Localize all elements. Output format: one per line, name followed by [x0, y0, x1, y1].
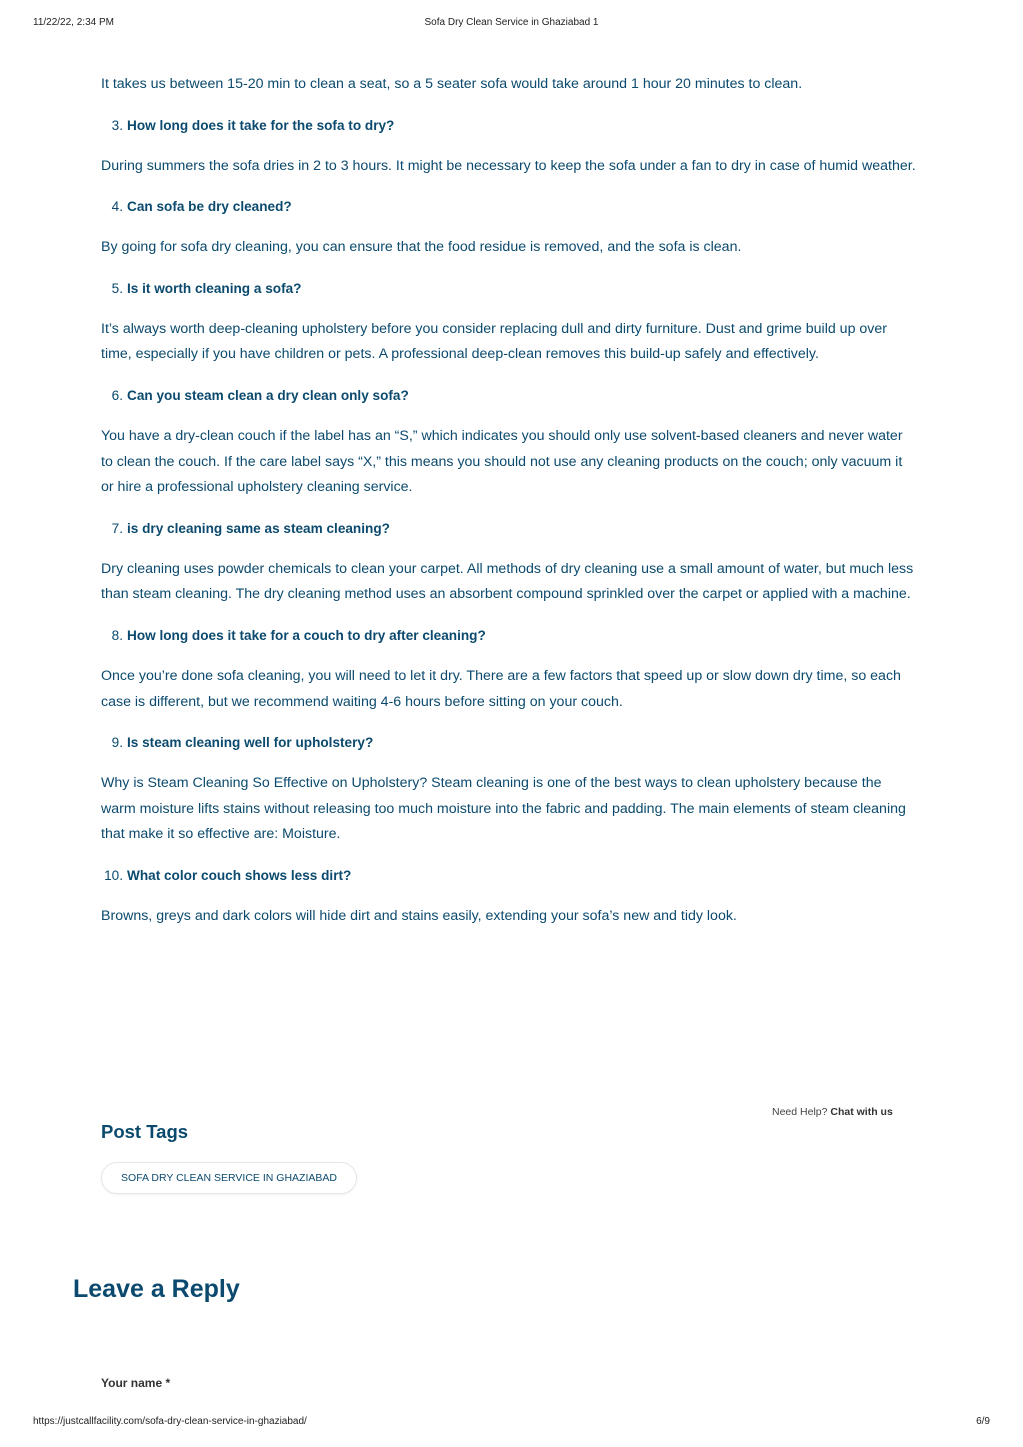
post-tags-title: Post Tags [101, 1121, 189, 1142]
leave-reply-title: Leave a Reply [73, 1275, 240, 1303]
tag-pill[interactable]: SOFA DRY CLEAN SERVICE IN GHAZIABAD [101, 1162, 357, 1194]
faq-number: 6. [111, 387, 123, 403]
faq-question [101, 197, 916, 217]
print-footer [33, 1416, 990, 1430]
print-header [33, 17, 990, 31]
faq-question-text: How long does it take for a couch to dry after cleaning? [127, 627, 486, 643]
print-url: https://justcallfacility.com/sofa-dry-clean-service-in-ghaziabad/ [33, 1416, 307, 1427]
faq-number: 5. [111, 280, 123, 296]
faq-answer: Dry cleaning uses powder chemicals to clean your carpet. All methods of dry cleaning use a small amount of water, but much less than steam cleaning. The dry cleaning method uses an absorbent compound sprinkled over the carpet or applied with a machine. [101, 560, 914, 603]
faq-question-text: What color couch shows less dirt? [127, 867, 352, 883]
faq-answer: Browns, greys and dark colors will hide dirt and stains easily, extending your sofa’s new and tidy look. [101, 907, 737, 924]
faq-question [101, 519, 916, 539]
faq-question [101, 279, 916, 299]
faq-question [101, 386, 916, 406]
faq-answer: During summers the sofa dries in 2 to 3 hours. It might be necessary to keep the sofa under a fan to dry in case of humid weather. [101, 157, 916, 174]
faq-list [101, 116, 916, 930]
article-body [101, 72, 916, 930]
faq-question-text: Is steam cleaning well for upholstery? [127, 735, 374, 751]
help-widget[interactable] [772, 1106, 893, 1118]
chat-link[interactable]: Chat with us [830, 1106, 893, 1118]
faq-question-text: How long does it take for the sofa to dry? [127, 117, 395, 133]
name-field-label: Your name * [101, 1376, 171, 1390]
faq-answer: By going for sofa dry cleaning, you can ensure that the food residue is removed, and the sofa is clean. [101, 239, 742, 256]
faq-question [101, 733, 916, 753]
faq-number: 7. [111, 520, 123, 536]
faq-question [101, 626, 916, 646]
print-datetime: 11/22/22, 2:34 PM [33, 17, 114, 28]
faq-question-text: Is it worth cleaning a sofa? [127, 280, 302, 296]
faq-number: 9. [111, 735, 123, 751]
faq-question-text: Can you steam clean a dry clean only sofa? [127, 387, 409, 403]
faq-answer: You have a dry-clean couch if the label has an “S,” which indicates you should only use solvent-based cleaners and never water to clean the couch. If the care label says “X,” this means you should not use any cleaning products on the couch; only vacuum it or hire a professional upholstery cleaning service. [101, 427, 903, 496]
faq-question [101, 116, 916, 136]
print-page-number: 6/9 [976, 1416, 990, 1427]
faq-question-text: is dry cleaning same as steam cleaning? [127, 520, 390, 536]
faq-number: 3. [111, 117, 123, 133]
faq-number: 8. [111, 627, 123, 643]
faq-question-text: Can sofa be dry cleaned? [127, 199, 292, 215]
faq-number: 10. [104, 867, 123, 883]
faq-answer: Once you’re done sofa cleaning, you will need to let it dry. There are a few factors that speed up or slow down dry time, so each case is different, but we recommend waiting 4-6 hours before sitting on your couch. [101, 667, 901, 710]
help-prefix: Need Help? [772, 1106, 828, 1118]
intro-answer: It takes us between 15-20 min to clean a seat, so a 5 seater sofa would take around 1 hour 20 minutes to clean. [101, 76, 803, 92]
faq-number: 4. [111, 199, 123, 215]
faq-answer: Why is Steam Cleaning So Effective on Upholstery? Steam cleaning is one of the best ways to clean upholstery because the warm moisture lifts stains without releasing too much moisture into the fabric and padding. The main elements of steam cleaning that make it so effective are: Moisture. [101, 775, 906, 843]
faq-question [101, 866, 916, 886]
print-page-title: Sofa Dry Clean Service in Ghaziabad 1 [424, 17, 599, 28]
faq-answer: It’s always worth deep-cleaning upholstery before you consider replacing dull and dirty furniture. Dust and grime build up over time, especially if you have children or pets. A professional deep-clean removes this build-up safely and effectively. [101, 320, 887, 363]
